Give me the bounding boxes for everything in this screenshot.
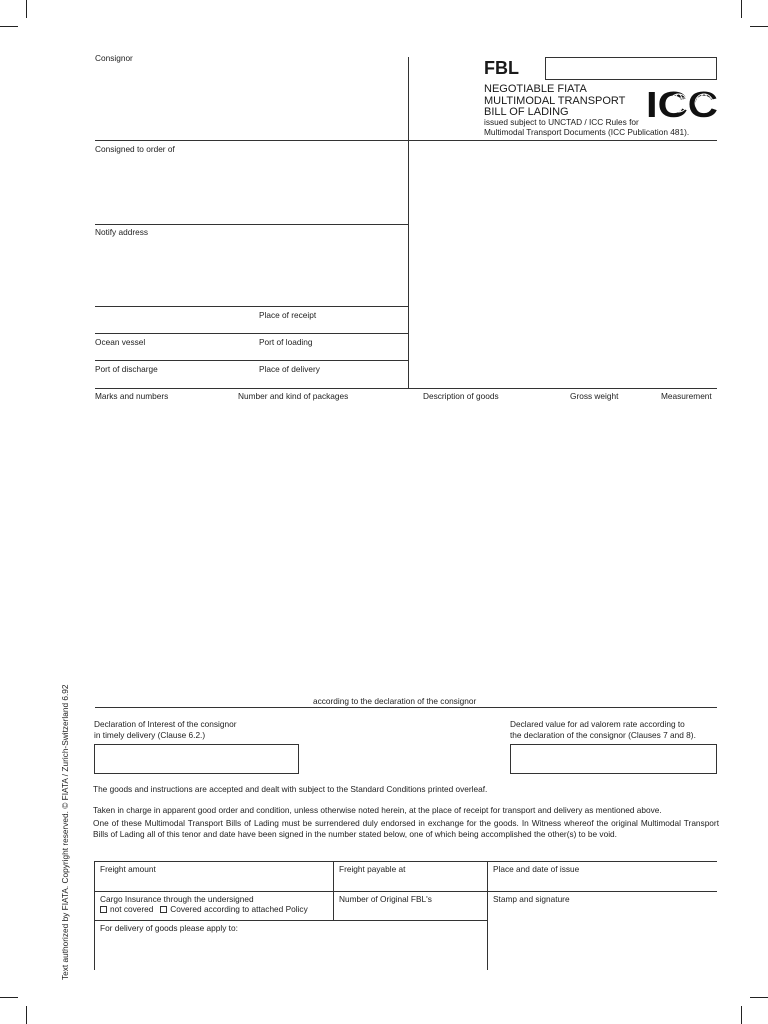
- insurance-options: [100, 904, 308, 914]
- consigned-to-label: Consigned to order of: [95, 144, 175, 154]
- title-line: MULTIMODAL TRANSPORT: [484, 94, 626, 107]
- declared-value-line: the declaration of the consignor (Clauses 7 and 8).: [510, 729, 696, 740]
- not-covered-label: not covered: [110, 904, 154, 914]
- divider-horizontal: [95, 333, 408, 334]
- goods-column-header: Measurement: [661, 391, 712, 401]
- freight-amount-label: Freight amount: [100, 864, 156, 874]
- divider-horizontal: [95, 360, 408, 361]
- copyright-side-text: Text authorized by FIATA. Copyright reserved. © FIATA / Zurich-Switzerland 6.92: [60, 684, 70, 980]
- num-originals-label: Number of Original FBL's: [339, 894, 432, 904]
- crop-mark: [750, 997, 768, 998]
- goods-column-header: Gross weight: [570, 391, 619, 401]
- divider-horizontal: [95, 388, 717, 389]
- divider-vertical: [408, 57, 409, 389]
- place-of-delivery-label: Place of delivery: [259, 364, 320, 374]
- document-subtitle: [484, 118, 689, 137]
- title-line: NEGOTIABLE FIATA: [484, 83, 587, 95]
- divider-horizontal: [95, 306, 408, 307]
- interest-label-line: in timely delivery (Clause 6.2.): [94, 729, 206, 740]
- consignor-label: Consignor: [95, 53, 133, 63]
- notify-address-label: Notify address: [95, 227, 149, 237]
- interest-declaration-label: [94, 719, 237, 740]
- place-date-issue-label: Place and date of issue: [493, 864, 580, 874]
- interest-label-line: Declaration of Interest of the consignor: [94, 719, 237, 729]
- document-title: [484, 84, 625, 119]
- crop-mark: [0, 997, 18, 998]
- covered-label: Covered according to attached Policy: [170, 904, 308, 914]
- declared-value-label: [510, 719, 696, 740]
- subtitle-line: Multimodal Transport Documents (ICC Publication 481).: [484, 126, 690, 137]
- not-covered-checkbox[interactable]: [100, 906, 107, 913]
- terms-paragraph: Taken in charge in apparent good order and condition, unless otherwise noted herein, at the place of receipt for transport and delivery as mentioned above.: [93, 805, 662, 815]
- goods-column-header: Description of goods: [423, 391, 499, 401]
- divider-horizontal: [95, 224, 408, 225]
- declared-value-box[interactable]: [510, 744, 717, 774]
- crop-mark: [750, 26, 768, 27]
- crop-mark: [741, 0, 742, 18]
- covered-checkbox[interactable]: [160, 906, 167, 913]
- subtitle-line: issued subject to UNCTAD / ICC Rules for: [484, 117, 639, 127]
- divider-horizontal: [94, 861, 717, 862]
- crop-mark: [0, 26, 18, 27]
- doc-code: FBL: [484, 58, 519, 78]
- cargo-insurance-label: Cargo Insurance through the undersigned: [100, 894, 254, 904]
- crop-mark: [26, 1006, 27, 1024]
- declared-value-line: Declared value for ad valorem rate according to: [510, 719, 685, 729]
- declaration-note: according to the declaration of the consignor: [313, 696, 477, 706]
- delivery-apply-label: For delivery of goods please apply to:: [100, 923, 238, 933]
- freight-payable-label: Freight payable at: [339, 864, 406, 874]
- icc-logo: [646, 86, 718, 118]
- goods-column-header: Number and kind of packages: [238, 391, 349, 401]
- divider-horizontal: [94, 891, 717, 892]
- divider-horizontal: [94, 920, 488, 921]
- divider-vertical: [487, 861, 488, 970]
- port-of-discharge-label: Port of discharge: [95, 364, 158, 374]
- place-of-receipt-label: Place of receipt: [259, 310, 317, 320]
- title-line: BILL OF LADING: [484, 106, 569, 118]
- divider-horizontal: [95, 707, 717, 708]
- goods-column-header: Marks and numbers: [95, 391, 169, 401]
- stamp-signature-label: Stamp and signature: [493, 894, 570, 904]
- ocean-vessel-label: Ocean vessel: [95, 337, 146, 347]
- crop-mark: [26, 0, 27, 18]
- icc-logo-text: ICC: [646, 86, 718, 118]
- divider-horizontal: [95, 140, 717, 141]
- port-of-loading-label: Port of loading: [259, 337, 313, 347]
- divider-vertical: [94, 861, 95, 970]
- interest-declaration-box[interactable]: [94, 744, 299, 774]
- divider-vertical: [333, 861, 334, 920]
- terms-paragraph: One of these Multimodal Transport Bills of Lading must be surrendered duly endorsed in exchange for the goods. In Witness whereof the original Multimodal Transport Bills of Lading all of this tenor and date have been signed in the number stated below, one of which being accomplished the other(s) to be void.: [93, 818, 719, 839]
- fbl-number-field[interactable]: [545, 57, 717, 80]
- terms-paragraph: The goods and instructions are accepted and dealt with subject to the Standard Conditions printed overleaf.: [93, 784, 488, 794]
- crop-mark: [741, 1006, 742, 1024]
